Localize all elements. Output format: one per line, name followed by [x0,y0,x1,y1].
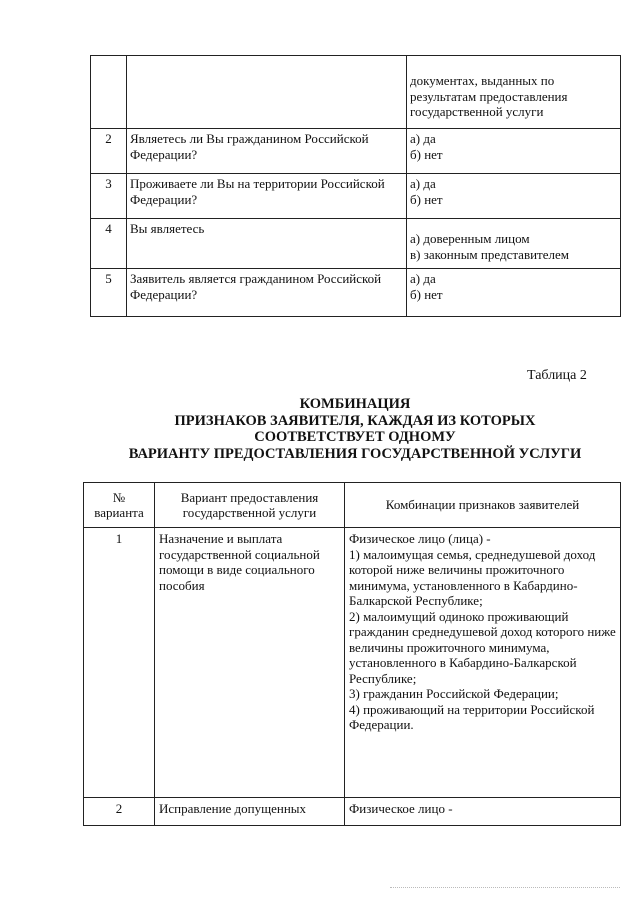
table-row [91,174,621,219]
combination-cell [345,798,621,826]
table-header-row [84,483,621,528]
footer-divider [390,887,620,888]
variant-number: 2 [84,798,155,826]
row-number: 4 [91,219,127,269]
combination-line: Физическое лицо - [349,801,453,816]
answer-cell: а) да б) нет [407,269,621,317]
question-cell [127,56,407,129]
question-cell: Заявитель является гражданином Российской Федерации? [127,269,407,317]
table-row [91,56,621,129]
heading-line: КОМБИНАЦИЯ [299,396,411,412]
row-number [91,56,127,129]
heading-line: ПРИЗНАКОВ ЗАЯВИТЕЛЯ, КАЖДАЯ ИЗ КОТОРЫХ [174,412,536,429]
header-combination: Комбинации признаков заявителей [345,483,621,528]
table-row [84,528,621,798]
questions-table [90,55,621,317]
heading-line: СООТВЕТСТВУЕТ ОДНОМУ [254,429,456,445]
combination-line: 4) проживающий на территории Российской Федерации. [349,701,595,732]
combination-line: 3) гражданин Российской Федерации; [349,686,559,701]
variant-number: 1 [84,528,155,798]
combination-line: 1) малоимущая семья, среднедушевой доход которой ниже величины прожиточного минимума, установленного в Кабардино-Балкарской Республике; [349,546,596,608]
variants-table [83,482,621,826]
question-cell: Вы являетесь [127,219,407,269]
header-number: № варианта [84,483,155,528]
section-heading [95,396,615,462]
combination-line: 2) малоимущий одиноко проживающий гражданин среднедушевой доход которого ниже величины прожиточного минимума, установленного в Кабардино-Балкарской Республике; [349,608,616,686]
answer-cell: а) доверенным лицом в) законным представителем [407,219,621,269]
question-cell: Проживаете ли Вы на территории Российской Федерации? [127,174,407,219]
combination-line: Физическое лицо (лица) - [349,531,491,546]
answer-cell: а) да б) нет [407,129,621,174]
row-number: 2 [91,129,127,174]
row-number: 3 [91,174,127,219]
table-row [91,269,621,317]
variant-name: Исправление допущенных [155,798,345,826]
table-row [91,219,621,269]
answer-cell: документах, выданных по результатам предоставления государственной услуги [407,56,621,129]
heading-line: ВАРИАНТУ ПРЕДОСТАВЛЕНИЯ ГОСУДАРСТВЕННОЙ УСЛУГИ [128,445,582,462]
table-caption: Таблица 2 [527,368,587,383]
row-number: 5 [91,269,127,317]
combination-cell [345,528,621,798]
question-cell: Являетесь ли Вы гражданином Российской Федерации? [127,129,407,174]
table-row [84,798,621,826]
answer-cell: а) да б) нет [407,174,621,219]
table-row [91,129,621,174]
header-variant: Вариант предоставления государственной услуги [155,483,345,528]
variant-name: Назначение и выплата государственной социальной помощи в виде социального пособия [155,528,345,798]
